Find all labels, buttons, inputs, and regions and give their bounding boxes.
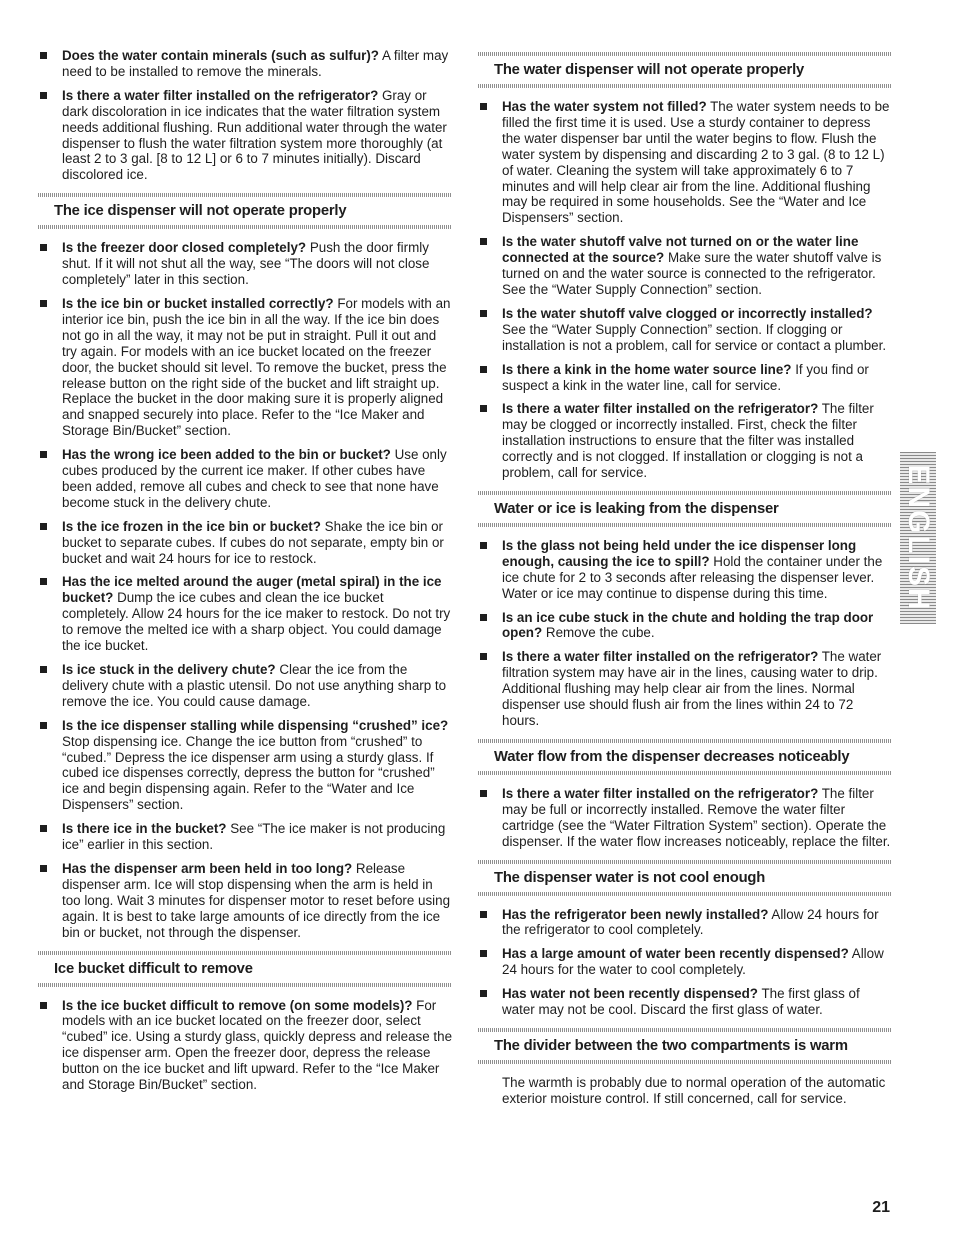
square-bullet-icon: [40, 865, 47, 872]
section-ice-bucket: [38, 951, 452, 987]
troubleshooting-item: [38, 48, 452, 80]
square-bullet-icon: [480, 653, 487, 660]
troubleshooting-item: [478, 907, 892, 939]
item-answer: The water system needs to be filled the first time it is used. Use a sturdy container to depress the water dispenser bar until the water begins to flow. Flush the water system by dispensing and discarding 2 to 3 gal. (8 to 12 L) of water. Cleaning the system will take approximately 6 to 7 minutes and will help clear air from the line. Additional flushing may be required in some households. See the “Water and Ice Dispensers” section.: [502, 99, 890, 226]
square-bullet-icon: [480, 366, 487, 373]
divider-rule: [38, 225, 452, 229]
square-bullet-icon: [40, 1002, 47, 1009]
item-question: Is the water shutoff valve clogged or incorrectly installed?: [502, 305, 873, 321]
item-question: Has the ice melted around the auger (metal spiral) in the ice bucket?: [62, 574, 442, 606]
section-ice-dispenser: [38, 193, 452, 229]
troubleshooting-item: [38, 574, 452, 654]
item-answer: Allow 24 hours for the water to cool completely.: [502, 946, 884, 978]
divider-warm-text: The warmth is probably due to normal operation of the automatic exterior moisture control. If still concerned, call for service.: [502, 1074, 886, 1106]
square-bullet-icon: [40, 92, 47, 99]
square-bullet-icon: [480, 238, 487, 245]
square-bullet-icon: [40, 578, 47, 585]
section-heading: Ice bucket difficult to remove: [54, 960, 253, 977]
section-divider-warm: [478, 1028, 892, 1064]
troubleshooting-item: [38, 998, 452, 1093]
troubleshooting-item: [478, 649, 892, 729]
item-answer: The filter may be clogged or incorrectly installed. First, check the filter installation instructions to ensure that the filter was installed correctly and is not clogged. If installation or clogging is not a problem, call for service.: [502, 401, 874, 481]
item-answer: Release dispenser arm. Ice will stop dispensing when the arm is held in too long. Wait 3 minutes for dispenser motor to reset before using again. It is best to take large amounts of ice directly from the ice bin or bucket, not through the dispenser.: [62, 860, 451, 940]
item-answer: Shake the ice bin or bucket to separate cubes. If cubes do not separate, empty bin or bucket and wait 24 hours for ice to restock.: [62, 518, 444, 566]
item-question: Has the water system not filled?: [502, 99, 707, 114]
troubleshooting-item: [478, 986, 892, 1018]
item-answer: Dump the ice cubes and clean the ice bucket completely. Allow 24 hours for the ice maker to restock. Do not try to remove the melted ice with a sharp object. You could damage the ice bucket.: [62, 590, 451, 654]
item-question: Has water not been recently dispensed?: [502, 986, 758, 1002]
section-water-flow: [478, 739, 892, 775]
divider-rule: [478, 84, 892, 88]
item-question: Is there a water filter installed on the refrigerator?: [62, 87, 379, 103]
item-answer: Remove the cube.: [542, 625, 655, 641]
item-question: Has a large amount of water been recently dispensed?: [502, 946, 849, 962]
troubleshooting-item: [478, 786, 892, 850]
item-question: Has the dispenser arm been held in too long?: [62, 860, 353, 876]
square-bullet-icon: [480, 790, 487, 797]
divider-rule: [38, 193, 452, 197]
item-answer: For models with an interior ice bin, push the ice bin in all the way. If the ice bin does not go in all the way, it may not be put in straight. Pull it out and try again. For models with an ice bucket located on the freezer door, the bucket should sit level. To remove the bucket, press the release button on the right side of the bucket and lift straight up. Replace the bucket in the door making sure it is properly aligned and snapped securely into place. Refer to the “Ice Maker and Storage Bin/Bucket” section.: [62, 295, 451, 439]
item-answer: Use only cubes produced by the current ice maker. If other cubes have been added, remove all cubes and check to see that none have become stuck in the delivery chute.: [62, 447, 447, 510]
item-question: Is an ice cube stuck in the chute and holding the trap door open?: [502, 609, 874, 641]
water-dispenser-list: [478, 99, 892, 481]
troubleshooting-item: [38, 718, 452, 813]
divider-rule: [38, 983, 452, 987]
divider-rule: [478, 523, 892, 527]
section-heading: Water flow from the dispenser decreases noticeably: [494, 748, 850, 765]
square-bullet-icon: [40, 451, 47, 458]
divider-rule: [478, 892, 892, 896]
section-heading: The divider between the two compartments is warm: [494, 1037, 848, 1054]
section-heading: Water or ice is leaking from the dispenser: [494, 500, 779, 517]
item-question: Is the freezer door closed completely?: [62, 240, 307, 256]
square-bullet-icon: [480, 405, 487, 412]
item-answer: The first glass of water may not be cool. Discard the first glass of water.: [502, 986, 860, 1018]
section-not-cool: [478, 860, 892, 896]
item-question: Has the wrong ice been added to the bin or bucket?: [62, 447, 391, 463]
language-side-tab: [900, 452, 936, 624]
item-question: Is there a water filter installed on the refrigerator?: [502, 401, 819, 417]
item-answer: Hold the container under the ice chute for 2 to 3 seconds after releasing the dispenser lever. Water or ice may continue to dispense during this time.: [502, 553, 883, 601]
item-answer: The filter may be full or incorrectly installed. Remove the water filter cartridge (see the “Water Filtration System” section). Operate the dispenser. If the water flow increases noticeably, replace the filter.: [502, 785, 891, 849]
troubleshooting-item: [478, 234, 892, 298]
divider-rule: [478, 491, 892, 495]
divider-rule: [478, 739, 892, 743]
water-flow-list: [478, 786, 892, 850]
troubleshooting-item: [38, 821, 452, 853]
section-heading: The water dispenser will not operate properly: [494, 62, 805, 78]
square-bullet-icon: [40, 523, 47, 530]
item-answer: Clear the ice from the delivery chute with a plastic utensil. Do not use anything sharp to remove the ice. You could cause damage.: [62, 662, 447, 709]
square-bullet-icon: [480, 542, 487, 549]
ice-bucket-list: [38, 998, 452, 1093]
item-question: Is the glass not being held under the ice dispenser long enough, causing the ice to spill?: [502, 537, 857, 569]
divider-rule: [478, 1028, 892, 1032]
item-question: Is there ice in the bucket?: [62, 821, 227, 837]
item-answer: Push the door firmly shut. If it will not shut all the way, see “The doors will not close completely” later in this section.: [62, 240, 430, 288]
item-answer: Gray or dark discoloration in ice indicates that the water filtration system needs additional flushing. Run additional water through the water dispenser to flush the water filtration system more thoroughly (at least 2 to 3 gal. [8 to 12 L] or 6 to 7 minutes initially). Discard discolored ice.: [62, 87, 447, 183]
item-answer: For models with an ice bucket located on the freezer door, select “cubed” ice. Using a sturdy glass, quickly depress and release the ice dispenser arm. Open the freezer door, depress the release button on the ice bucket and lift upward. Refer to the “Ice Maker and Storage Bin/Bucket” section.: [62, 997, 453, 1093]
troubleshooting-item: [38, 861, 452, 941]
troubleshooting-item: [38, 240, 452, 288]
troubleshooting-item: [38, 447, 452, 511]
troubleshooting-item: [38, 88, 452, 183]
item-question: Is there a kink in the home water source line?: [502, 361, 792, 377]
not-cool-list: [478, 907, 892, 1018]
square-bullet-icon: [480, 990, 487, 997]
item-question: Is the water shutoff valve not turned on or the water line connected at the source?: [502, 234, 859, 266]
item-question: Has the refrigerator been newly installed?: [502, 906, 769, 922]
left-column: [38, 48, 452, 1101]
ice-dispenser-list: [38, 240, 452, 940]
troubleshooting-item: [478, 610, 892, 642]
divider-rule: [478, 771, 892, 775]
troubleshooting-item: [38, 662, 452, 710]
troubleshooting-item: [38, 296, 452, 439]
divider-rule: [38, 951, 452, 955]
intro-list: [38, 48, 452, 183]
item-answer: See the “Water Supply Connection” section. If clogging or installation is not a problem, call for service or contact a plumber.: [502, 321, 887, 353]
item-question: Does the water contain minerals (such as sulfur)?: [62, 48, 379, 63]
item-answer: A filter may need to be installed to remove the minerals.: [62, 48, 449, 79]
divider-rule: [478, 1060, 892, 1064]
troubleshooting-item: [478, 99, 892, 226]
troubleshooting-item: [478, 362, 892, 394]
square-bullet-icon: [40, 666, 47, 673]
item-answer: If you find or suspect a kink in the water line, call for service.: [502, 361, 869, 393]
troubleshooting-item: [478, 538, 892, 602]
item-answer: Stop dispensing ice. Change the ice button from “crushed” to “cubed.” Depress the ice dispenser arm using a sturdy glass. If cubed ice dispenses correctly, depress the button for “crushed” ice and begin dispensing again. Refer to the “Water and Ice Dispensers” section.: [62, 733, 435, 813]
item-answer: See “The ice maker is not producing ice” earlier in this section.: [62, 821, 446, 853]
troubleshooting-item: [38, 519, 452, 567]
square-bullet-icon: [480, 614, 487, 621]
right-column: [478, 52, 892, 1107]
section-water-dispenser: [478, 52, 892, 88]
square-bullet-icon: [40, 722, 47, 729]
item-question: Is there a water filter installed on the refrigerator?: [502, 785, 819, 801]
item-answer: The water filtration system may have air in the lines, causing water to drip. Additional flushing may help clear air from the lines. Normal dispenser use should flush air from the lines within 24 to 72 hours.: [502, 649, 882, 728]
square-bullet-icon: [480, 950, 487, 957]
item-answer: Allow 24 hours for the refrigerator to cool completely.: [502, 906, 879, 938]
troubleshooting-item: [478, 306, 892, 354]
item-answer: Make sure the water shutoff valve is turned on and the water source is connected to the refrigerator. See the “Water Supply Connection” section.: [502, 250, 882, 297]
side-tab-label: ENGLISH: [902, 464, 935, 612]
square-bullet-icon: [40, 825, 47, 832]
item-question: Is the ice dispenser stalling while dispensing “crushed” ice?: [62, 717, 449, 733]
page-number: 21: [872, 1199, 890, 1216]
square-bullet-icon: [480, 103, 487, 110]
square-bullet-icon: [40, 300, 47, 307]
divider-rule: [478, 52, 892, 56]
square-bullet-icon: [40, 244, 47, 251]
troubleshooting-item: [478, 946, 892, 978]
item-question: Is there a water filter installed on the refrigerator?: [502, 649, 819, 665]
section-heading: The dispenser water is not cool enough: [494, 869, 766, 886]
divider-rule: [478, 860, 892, 864]
item-question: Is the ice bucket difficult to remove (on some models)?: [62, 997, 413, 1013]
leaking-list: [478, 538, 892, 729]
troubleshooting-item: [478, 401, 892, 481]
section-leaking: [478, 491, 892, 527]
item-question: Is the ice frozen in the ice bin or bucket?: [62, 518, 321, 534]
section-heading: The ice dispenser will not operate properly: [54, 203, 347, 220]
square-bullet-icon: [40, 52, 47, 59]
item-question: Is ice stuck in the delivery chute?: [62, 662, 276, 677]
item-question: Is the ice bin or bucket installed correctly?: [62, 295, 334, 311]
square-bullet-icon: [480, 911, 487, 918]
square-bullet-icon: [480, 310, 487, 317]
